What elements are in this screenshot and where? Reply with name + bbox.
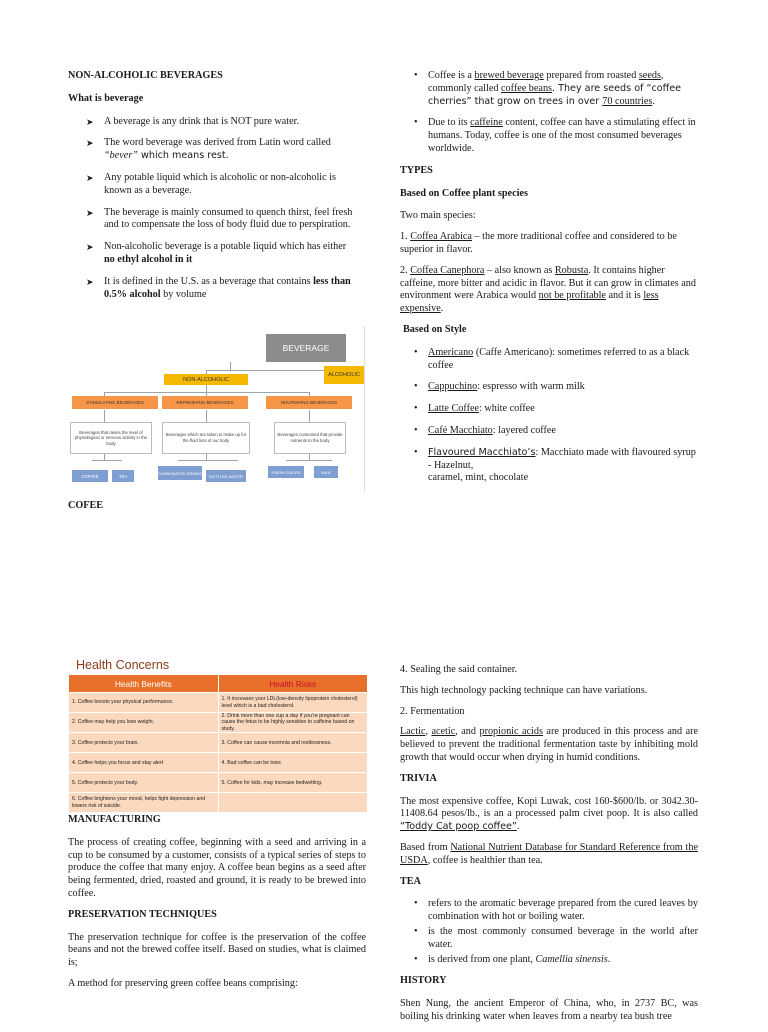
arrow-bullet-icon: ➤ (86, 242, 94, 253)
fresh-juices-box: FRESH JUICES (268, 466, 304, 478)
risk-cell: 4. Bad coffee can be toxic (218, 753, 368, 773)
species-heading: Based on Coffee plant species (400, 187, 528, 199)
paragraph: 2. Coffea Canephora – also known as Robusta. It contains higher caffeine, more bitter and acidic in flavor. But it can grow in climates and environment were Arabica would not be profitable and it is less expensive. (400, 264, 696, 315)
bullet-icon: • (414, 953, 418, 965)
right-column-2 (400, 664, 698, 1032)
left-column (68, 70, 364, 310)
style-heading: Based on Style (403, 323, 467, 335)
left-column-2 (68, 814, 366, 999)
list-item: • Latte Coffee: white coffee (414, 403, 535, 415)
coffee-list (394, 70, 698, 156)
list-item: ➤ The beverage is mainly consumed to quench thirst, feel fresh and to compensate the loss of body fluid due to perspiration. (86, 206, 353, 231)
risk-cell: 2. Drink more than one cup a day if you’re pregnant can cause the fetus to be highly sensitive to caffeine based on study. (218, 713, 368, 733)
beverage-list (68, 116, 364, 302)
style-list (394, 347, 698, 485)
arrow-bullet-icon: ➤ (86, 172, 94, 183)
history-heading: HISTORY (400, 975, 447, 987)
bullet-icon: • (414, 898, 418, 910)
coffee-box: COFFEE (72, 470, 108, 482)
list-item: • Café Macchiato: layered coffee (414, 424, 556, 436)
trivia-heading: TRIVIA (400, 772, 437, 784)
table-header-row (69, 675, 368, 693)
bullet-icon: • (414, 424, 418, 436)
tea-list (394, 898, 698, 966)
nourishing-desc: Beverages consumed that provide nutrients to the body (274, 422, 346, 454)
tea-heading: TEA (400, 875, 421, 887)
health-concerns-title: Health Concerns (76, 658, 170, 672)
bullet-icon: • (414, 381, 418, 393)
benefit-cell: 3. Coffee protects your brain. (69, 733, 219, 753)
benefits-header: Health Benefits (69, 675, 219, 693)
risk-cell: 1. It increases your LDL(low-density lipoprotein cholesterol) level which is a bad cholesterol. (218, 693, 368, 713)
refreshing-box: REFRESHING BEVERAGES (162, 396, 248, 409)
table-row (69, 713, 368, 733)
non-alcoholic-box: NON-ALCOHOLIC (164, 374, 248, 385)
section-heading: What is beverage (68, 92, 144, 104)
bullet-icon: • (414, 117, 418, 129)
list-item: ➤ The word beverage was derived from Latin word called “bever” which means rest. (86, 137, 331, 162)
beverage-box: BEVERAGE (266, 334, 346, 362)
benefit-cell: 2. Coffee may help you lose weight. (69, 713, 219, 733)
arrow-bullet-icon: ➤ (86, 138, 94, 149)
bottled-water-box: BOTTLED WATER (206, 470, 246, 482)
tea-box: TEA (112, 470, 134, 482)
table-row (69, 693, 368, 713)
paragraph: Based from National Nutrient Database for Standard Reference from the USDA, coffee is healthier than tea. (400, 841, 698, 866)
paragraph: 4. Sealing the said container. (400, 664, 518, 675)
table-row (69, 793, 368, 813)
arrow-bullet-icon: ➤ (86, 276, 94, 287)
milk-box: MILK (314, 466, 338, 478)
carbonated-box: CARBONATED DRINKS (158, 466, 202, 480)
list-item: ➤ It is defined in the U.S. as a beverage that contains less than 0.5% alcohol by volume (86, 275, 351, 300)
bullet-icon: • (414, 70, 418, 81)
risks-header: Health Risks (218, 675, 368, 693)
paragraph: The most expensive coffee, Kopi Luwak, cost 160-$600/lb. or 3042.30-11408.64 pesos/lb., is an a processed palm civet poop. It is also called “Toddy Cat poop coffee”. (400, 795, 698, 833)
refreshing-desc: Beverages which are taken to make up for the fluid loss of our body (162, 422, 250, 454)
benefit-cell: 6. Coffee brightens your mood, helps fight depression and lowers risk of suicide. (69, 793, 219, 813)
list-item: • is derived from one plant, Camellia sinensis. (414, 953, 611, 965)
bullet-icon: • (414, 925, 418, 937)
paragraph: 2. Fermentation (400, 705, 465, 717)
right-column (400, 70, 698, 494)
manufacturing-heading: MANUFACTURING (68, 814, 161, 825)
types-heading: TYPES (400, 164, 433, 176)
list-item: • refers to the aromatic beverage prepared from the cured leaves by combination with hot or boiling water. (414, 898, 698, 923)
list-item: ➤ A beverage is any drink that is NOT pure water. (86, 115, 300, 127)
benefit-cell: 4. Coffee helps you focus and stay alert (69, 753, 219, 773)
arrow-bullet-icon: ➤ (86, 207, 94, 218)
list-item: • Coffee is a brewed beverage prepared from roasted seeds, commonly called coffee beans. They are seeds of “coffee cherries” that grow on trees in over 70 countries. (414, 70, 682, 107)
list-item: ➤ Non-alcoholic beverage is a potable liquid which has either no ethyl alcohol in it (86, 241, 347, 265)
risk-cell: 5. Coffee for kids, may increase bedwetting. (218, 773, 368, 793)
risk-cell: 3. Coffee can cause insomnia and restlessness. (218, 733, 368, 753)
stimulating-desc: Beverages that raises the level of physiological or nervous activity in the body (70, 422, 152, 454)
paragraph: Lactic, acetic, and propionic acids are produced in this process and are believed to prevent the traditional fermentation taste by inhibiting mold growth that would occur when drying in humid conditions. (400, 726, 698, 763)
list-item: ➤ Any potable liquid which is alcoholic or non-alcoholic is known as a beverage. (86, 171, 336, 196)
bullet-icon: • (414, 403, 418, 415)
page-2 (0, 640, 768, 1024)
list-item: • Flavoured Macchiato’s: Macchiato made with flavoured syrup - Hazelnut, caramel, mint, chocolate (414, 446, 696, 484)
alcoholic-box: ALCOHOLIC (324, 366, 364, 384)
paragraph: The process of creating coffee, beginning with a seed and arriving in a cup to be consumed by a customer, consists of a typical series of steps to produce the coffee that many enjoy. A coffee bean begins as a seed after being fermented, dried, roasted and ground, it is ready to be brewed into coffee. (68, 836, 366, 899)
beverage-diagram (68, 326, 365, 492)
cofee-heading: COFEE (68, 500, 104, 511)
health-table (68, 674, 368, 813)
table-row (69, 733, 368, 753)
paragraph: Shen Nung, the ancient Emperor of China, who, in 2737 BC, was boiling his drinking water when leaves from a nearby tea bush tree (400, 998, 698, 1022)
list-item: • Due to its caffeine content, coffee can have a stimulating effect in humans. Today, coffee is one of the most consumed beverages worldwide. (414, 117, 696, 154)
nourishing-box: NOURISHING BEVERAGES (266, 396, 352, 409)
arrow-bullet-icon: ➤ (86, 116, 94, 127)
health-concerns (68, 658, 368, 813)
benefit-cell: 1. Coffee boosts your physical performance. (69, 693, 219, 713)
paragraph: Two main species: (400, 210, 476, 222)
list-item: • is the most commonly consumed beverage in the world after water. (414, 925, 698, 950)
list-item: • Cappuchino: espresso with warm milk (414, 381, 585, 393)
doc-title: NON-ALCOHOLIC BEVERAGES (68, 70, 223, 81)
paragraph: A method for preserving green coffee beans comprising: (68, 977, 298, 989)
bullet-icon: • (414, 346, 418, 358)
stimulating-box: STIMULATING BEVERAGES (72, 396, 158, 409)
list-item: • Americano (Caffe Americano): sometimes referred to as a black coffee (414, 346, 690, 371)
table-row (69, 753, 368, 773)
paragraph: The preservation technique for coffee is the preservation of the coffee beans and not the brewed coffee itself. Based on studies, what is claimed is; (68, 931, 366, 969)
benefit-cell: 5. Coffee protects your body. (69, 773, 219, 793)
preservation-heading: PRESERVATION TECHNIQUES (68, 908, 217, 920)
paragraph: 1. Coffea Arabica – the more traditional coffee and considered to be superior in flavor. (400, 231, 677, 255)
bullet-icon: • (414, 446, 418, 458)
risk-cell (218, 793, 368, 813)
table-row (69, 773, 368, 793)
paragraph: This high technology packing technique can have variations. (400, 684, 648, 696)
